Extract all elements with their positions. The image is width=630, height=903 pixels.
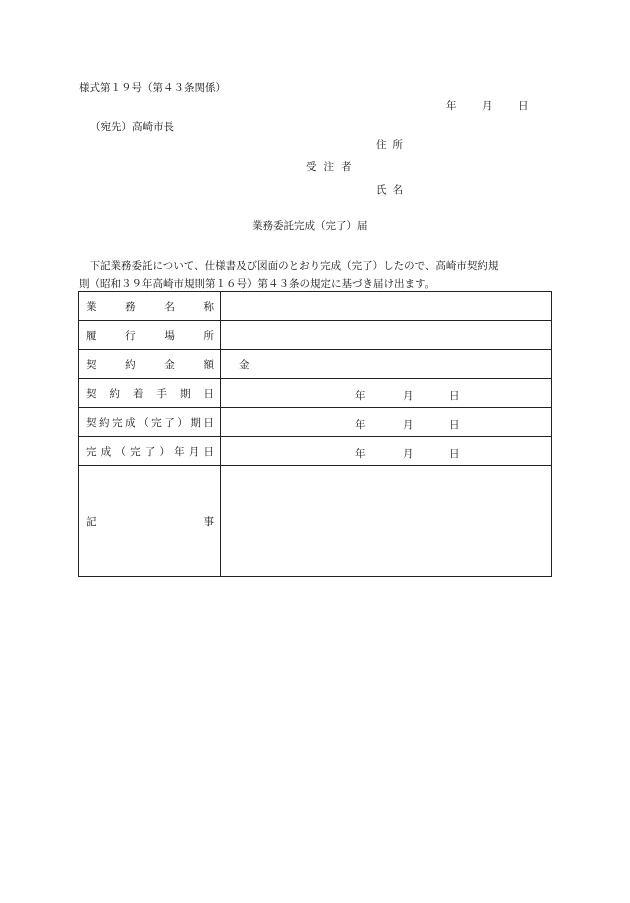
label-char: 年 xyxy=(174,445,185,458)
row-value[interactable] xyxy=(221,321,552,350)
label-char: （ xyxy=(115,445,126,458)
row-label-text xyxy=(86,299,214,314)
label-char: 着 xyxy=(133,387,144,400)
date-year-label: 年 xyxy=(355,448,366,460)
row-label-text xyxy=(86,357,214,372)
label-char: 日 xyxy=(203,416,214,429)
date-day-label: 日 xyxy=(449,448,460,460)
table-row xyxy=(79,350,552,379)
date-month-label: 月 xyxy=(403,390,414,402)
label-char: 了 xyxy=(144,445,156,458)
notes-value[interactable] xyxy=(221,466,552,577)
row-value[interactable]: 金 xyxy=(221,350,552,379)
label-char: 了 xyxy=(164,416,175,429)
details-table xyxy=(78,291,552,577)
label-char: 事 xyxy=(203,515,214,528)
date-year-label: 年 xyxy=(446,100,457,112)
date-day-label: 日 xyxy=(449,390,460,402)
body-paragraph xyxy=(79,257,554,293)
label-char: 契 xyxy=(86,387,97,400)
row-value[interactable] xyxy=(221,379,552,408)
row-label xyxy=(79,292,221,321)
label-char: 履 xyxy=(86,329,97,342)
date-year-label: 年 xyxy=(355,419,366,431)
recipient: （宛先）高崎市長 xyxy=(90,121,174,133)
table-row xyxy=(79,466,552,577)
label-char: 完 xyxy=(112,416,123,429)
body-line-2: 則（昭和３９年高崎市規則第１６号）第４３条の規定に基づき届け出ます。 xyxy=(79,278,436,290)
label-char: 完 xyxy=(86,445,97,458)
row-label xyxy=(79,379,221,408)
row-label-text xyxy=(86,328,214,343)
label-char: 月 xyxy=(188,445,200,458)
row-label xyxy=(79,321,221,350)
label-char: 約 xyxy=(109,387,120,400)
name-label: 氏名 xyxy=(376,184,409,196)
body-line-1: 下記業務委託について、仕様書及び図面のとおり完成（完了）したので、高崎市契約規 xyxy=(79,260,499,272)
label-char: 日 xyxy=(203,387,214,400)
label-char: （ xyxy=(138,416,149,429)
label-char: 日 xyxy=(203,445,214,458)
label-char: 契 xyxy=(86,358,97,371)
table-row xyxy=(79,379,552,408)
label-char: 業 xyxy=(86,300,97,313)
label-char: 行 xyxy=(125,329,136,342)
label-char: 記 xyxy=(86,515,97,528)
row-label-text xyxy=(86,444,214,459)
table-row xyxy=(79,292,552,321)
label-char: 完 xyxy=(151,416,162,429)
label-char: 成 xyxy=(125,416,136,429)
date-day-label: 日 xyxy=(449,419,460,431)
row-label xyxy=(79,466,221,577)
label-char: 場 xyxy=(164,329,175,342)
row-label-text xyxy=(86,415,214,430)
form-number-label: 様式第１９号（第４３条関係） xyxy=(79,82,226,94)
label-char: 務 xyxy=(125,300,136,313)
document-title: 業務委託完成（完了）届 xyxy=(252,220,368,232)
label-char: 称 xyxy=(203,300,214,313)
row-label xyxy=(79,408,221,437)
row-value[interactable] xyxy=(221,437,552,466)
label-char: 期 xyxy=(180,387,191,400)
row-label xyxy=(79,350,221,379)
label-char: 金 xyxy=(164,358,175,371)
label-char: 約 xyxy=(125,358,136,371)
date-month-label: 月 xyxy=(403,419,414,431)
table-row xyxy=(79,408,552,437)
row-label xyxy=(79,437,221,466)
table-row xyxy=(79,321,552,350)
date-day-label: 日 xyxy=(518,100,529,112)
label-char: 期 xyxy=(190,416,201,429)
address-label: 住所 xyxy=(376,139,409,151)
label-char: 手 xyxy=(156,387,167,400)
label-char: 約 xyxy=(99,416,110,429)
date-year-label: 年 xyxy=(355,390,366,402)
label-char: 契 xyxy=(86,416,97,429)
table-row xyxy=(79,437,552,466)
label-char: 名 xyxy=(164,300,175,313)
contractor-label: 受注者 xyxy=(306,161,359,173)
label-char: 完 xyxy=(130,445,141,458)
date-month-label: 月 xyxy=(403,448,414,460)
row-value[interactable] xyxy=(221,408,552,437)
label-char: ） xyxy=(159,445,170,458)
label-char: 所 xyxy=(203,329,214,342)
row-label-text xyxy=(86,514,214,529)
label-char: 成 xyxy=(100,445,112,458)
date-month-label: 月 xyxy=(482,100,493,112)
label-char: 額 xyxy=(203,358,214,371)
row-value[interactable] xyxy=(221,292,552,321)
label-char: ） xyxy=(177,416,188,429)
row-label-text xyxy=(86,386,214,401)
